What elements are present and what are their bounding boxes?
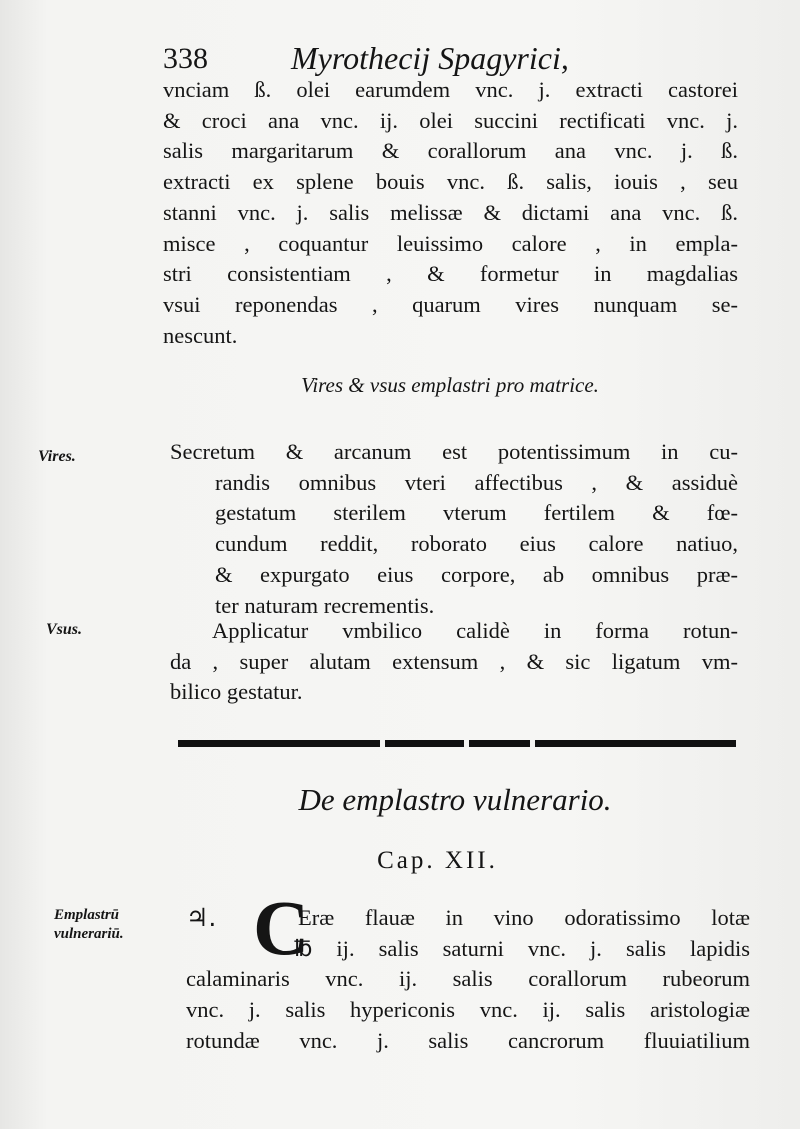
text-line: ℔ ij. salis saturni vnc. j. salis lapidis — [294, 935, 750, 961]
text-line: stanni vnc. j. salis melissæ & dictami ana vnc. ß. — [163, 199, 738, 225]
text-line: da , super alutam extensum , & sic ligatum vm- — [170, 648, 738, 674]
text-line: Secretum & arcanum est potentissimum in cu- — [170, 439, 738, 464]
text-line: Eræ flauæ in vino odoratissimo lotæ — [298, 905, 750, 930]
text-line: nescunt. — [163, 322, 238, 348]
rule-gap — [380, 740, 385, 747]
text-line: extracti ex splene bouis vnc. ß. salis, iouis , seu — [163, 169, 738, 195]
chapter-title: De emplastro vulnerario. — [298, 782, 612, 817]
text-line: & croci ana vnc. ij. olei succini rectificati vnc. j. — [163, 107, 738, 133]
chapter-number: Cap. XII. — [377, 847, 498, 874]
rule-gap — [464, 740, 469, 747]
text-line: rotundæ vnc. j. salis cancrorum fluuiatilium — [186, 1027, 750, 1053]
page-number: 338 — [163, 42, 208, 75]
text-line: misce , coquantur leuissimo calore , in empla- — [163, 230, 738, 256]
margin-note-vires: Vires. — [38, 448, 76, 465]
text-line: & expurgato eius corpore, ab omnibus præ- — [215, 561, 738, 587]
ornamental-rule — [178, 740, 736, 747]
vires-paragraph — [170, 437, 738, 621]
rule-gap — [530, 740, 535, 747]
margin-note-line: Emplastrū — [54, 907, 120, 923]
margin-note-vsus: Vsus. — [46, 621, 83, 638]
recipe-continuation-paragraph — [163, 75, 738, 351]
margin-note-emplastrum — [54, 906, 124, 944]
text-line: stri consistentiam , & formetur in magdalias — [163, 261, 738, 287]
text-line: vnciam ß. olei earumdem vnc. j. extracti castorei — [163, 77, 738, 102]
running-title: Myrothecij Spagyrici, — [291, 40, 569, 76]
text-line: ter naturam recrementis. — [215, 592, 435, 618]
text-line: bilico gestatur. — [170, 679, 303, 705]
text-line: cundum reddit, roborato eius calore natiuo, — [215, 531, 738, 557]
text-line: randis omnibus vteri affectibus , & assiduè — [215, 469, 738, 495]
dropcap-letter: C — [253, 884, 310, 971]
section-heading: Vires & vsus emplastri pro matrice. — [301, 373, 599, 397]
margin-note-line: vulnerariū. — [54, 926, 124, 942]
text-line: Applicatur vmbilico calidè in forma rotun- — [212, 618, 738, 643]
text-line: calaminaris vnc. ij. salis corallorum rubeorum — [186, 966, 750, 992]
text-line: vsui reponendas , quarum vires nunquam se- — [163, 291, 738, 317]
vsus-paragraph — [170, 616, 738, 708]
recipe-paragraph — [186, 903, 750, 1057]
recipe-jupiter-symbol: ♃. — [186, 903, 217, 932]
text-line: salis margaritarum & corallorum ana vnc. j. ß. — [163, 138, 738, 164]
text-line: vnc. j. salis hypericonis vnc. ij. salis aristologiæ — [186, 997, 750, 1023]
text-line: gestatum sterilem vterum fertilem & fœ- — [215, 500, 738, 526]
